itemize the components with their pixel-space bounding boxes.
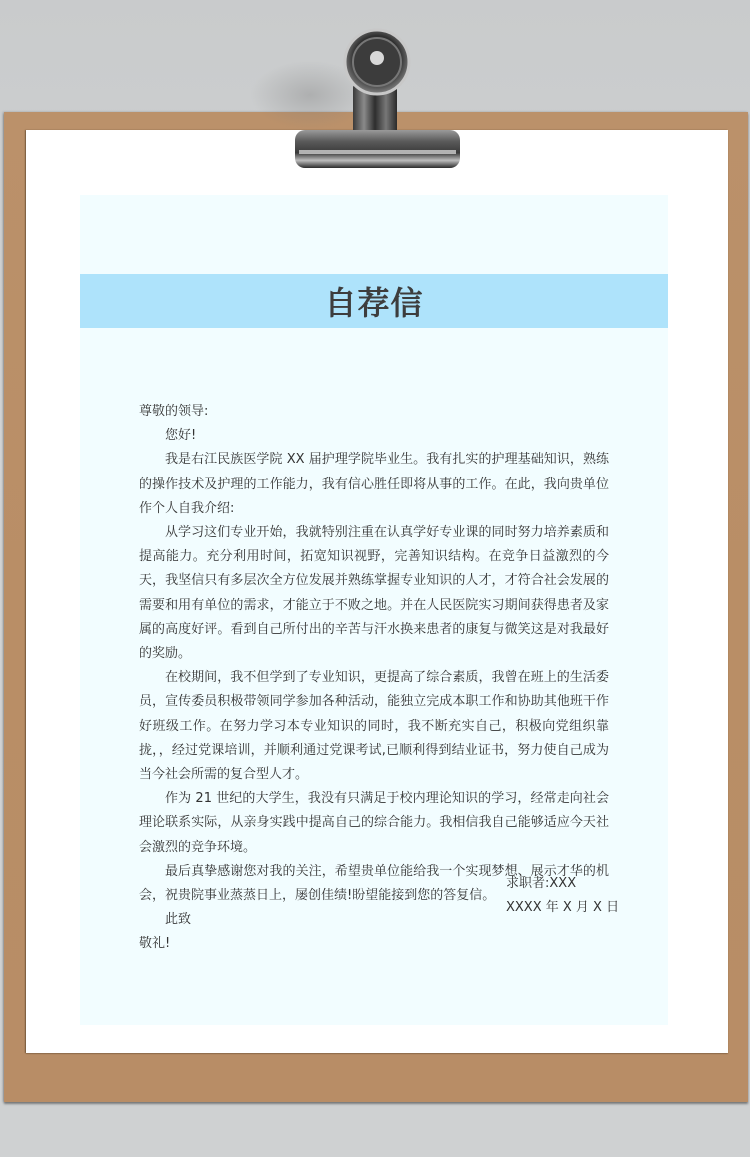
salutation: 尊敬的领导: xyxy=(139,404,209,419)
paragraph: 在校期间，我不但学到了专业知识，更提高了综合素质，我曾在班上的生活委员，宣传委员积极带领同学参加各种活动，能独立完成本职工作和协助其他班干作好班级工作。在努力学习本专业知识的同时，我不断充实自己，积极向党组织靠拢，，经过党课培训，并顺利通过党课考试,已顺利得到结业证书，努力使自己成为当今社会所需的复合型人才。 xyxy=(139,670,609,783)
paragraph: 从学习这们专业开始，我就特别注重在认真学好专业课的同时努力培养素质和提高能力。充分利用时间，拓宽知识视野，完善知识结构。在竞争日益激烈的今天，我坚信只有多层次全方位发展并熟练掌握专业知识的人才，才符合社会发展的需要和用有单位的需求，才能立于不败之地。并在人民医院实习期间获得患者及家属的高度好评。看到自己所付出的辛苦与汗水换来患者的康复与微笑这是对我最好的奖励。 xyxy=(139,525,609,662)
binder-clip-icon xyxy=(285,22,465,172)
signature: 求职者:XXX xyxy=(506,876,577,891)
page-title: 自荐信 xyxy=(324,284,424,322)
closing-salute: 敬礼! xyxy=(139,936,171,952)
greeting: 您好! xyxy=(165,428,197,444)
paragraph: 我是右江民族医学院 XX 届护理学院毕业生。我有扎实的护理基础知识，熟练的操作技术及护理的工作能力，我有信心胜任即将从事的工作。在此，我向贵单位作个人自我介绍: xyxy=(139,452,609,516)
title-banner xyxy=(80,274,668,328)
closing-line: 此致 xyxy=(165,912,192,928)
date: XXXX 年 X 月 X 日 xyxy=(506,900,620,915)
paragraph: 最后真挚感谢您对我的关注，希望贵单位能给我一个实现梦想、展示才华的机会，祝贵院事业蒸蒸日上，屡创佳绩!盼望能接到您的答复信。 xyxy=(139,863,609,904)
paragraph: 作为 21 世纪的大学生，我没有只满足于校内理论知识的学习，经常走向社会理论联系实际，从亲身实践中提高自己的综合能力。我相信我自己能够适应今天社会激烈的竞争环境。 xyxy=(139,791,609,855)
